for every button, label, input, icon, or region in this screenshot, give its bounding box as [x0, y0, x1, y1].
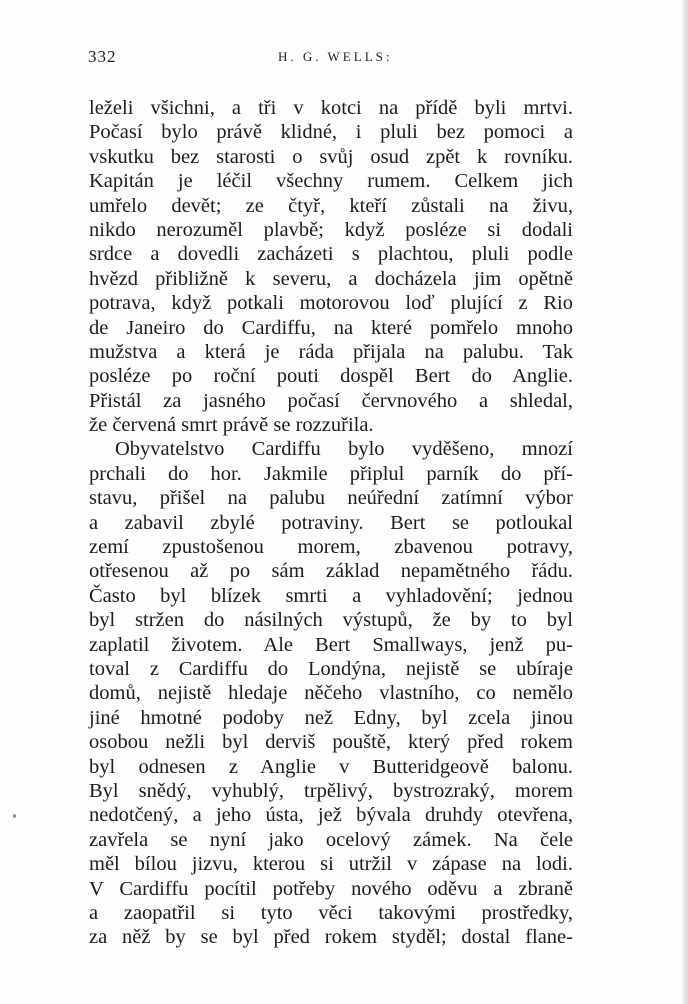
text-line: srdce a dovedli zacházeti s plachtou, pluli podle	[89, 243, 573, 266]
text-line: Počasí bylo právě klidné, i pluli bez pomoci a	[89, 121, 573, 144]
text-line: a zaopatřil si tyto věci takovými prostředky,	[89, 901, 573, 924]
text-line: otřesenou až po sám základ nepamětného řádu.	[89, 560, 573, 583]
text-line: hvězd přibližně k severu, a docházela jim opětně	[89, 267, 573, 290]
text-line: potrava, když potkali motorovou loď plující z Rio	[89, 292, 573, 315]
text-line: umřelo devět; ze čtyř, kteří zůstali na živu,	[89, 194, 573, 217]
text-line: osobou nežli byl derviš pouště, který před rokem	[89, 731, 573, 754]
text-line: vskutku bez starosti o svůj osud zpět k rovníku.	[89, 145, 573, 168]
text-line: jiné hmotné podoby než Edny, byl zcela jinou	[89, 706, 573, 729]
text-line: Byl snědý, vyhublý, trpělivý, bystrozraký, morem	[89, 779, 573, 802]
page-edge-shadow	[682, 0, 688, 1004]
text-line: zavřela se nyní jako ocelový zámek. Na čele	[89, 828, 573, 851]
text-line: nikdo nerozuměl plavbě; když posléze si dodali	[89, 218, 573, 241]
text-line: měl bílou jizvu, kterou si utržil v zápase na lodi.	[89, 853, 573, 876]
text-line: byl odnesen z Anglie v Butteridgeově balonu.	[89, 755, 573, 778]
text-line: Často byl blízek smrti a vyhladovění; jednou	[89, 584, 573, 607]
text-line: prchali do hor. Jakmile připlul parník do pří-	[89, 462, 573, 485]
paragraph-start-line: Obyvatelstvo Cardiffu bylo vyděšeno, mnozí	[115, 438, 573, 461]
text-line: toval z Cardiffu do Londýna, nejistě se ubíraje	[89, 657, 573, 680]
running-head	[88, 47, 574, 69]
text-line: za něž by se byl před rokem styděl; dostal flane-	[89, 926, 573, 949]
text-line: Kapitán je léčil všechny rumem. Celkem jich	[89, 170, 573, 193]
running-title: H. G. WELLS:	[278, 49, 393, 64]
text-line: mužstva a která je ráda přijala na palubu. Tak	[89, 340, 573, 363]
text-line: Přistál za jasného počasí červnového a shledal,	[89, 389, 573, 412]
paragraph-end-line: že červená smrt právě se rozzuřila.	[89, 414, 374, 437]
text-line: byl stržen do násilných výstupů, že by to byl	[89, 609, 573, 632]
text-line: posléze po roční pouti dospěl Bert do Anglie.	[89, 365, 573, 388]
page-number: 332	[88, 47, 117, 66]
text-line: zemí zpustošenou morem, zbavenou potravy,	[89, 536, 573, 559]
text-line: nedotčený, a jeho ústa, jež bývala druhdy otevřena,	[89, 804, 573, 827]
body-text	[89, 96, 573, 950]
margin-speck	[13, 814, 16, 818]
text-line: V Cardiffu pocítil potřeby nového oděvu a zbraně	[89, 877, 573, 900]
text-line: leželi všichni, a tři v kotci na přídě byli mrtvi.	[89, 97, 573, 119]
text-line: domů, nejistě hledaje něčeho vlastního, co nemělo	[89, 682, 573, 705]
text-line: de Janeiro do Cardiffu, na které pomřelo mnoho	[89, 316, 573, 339]
text-line: stavu, přišel na palubu neúřední zatímní výbor	[89, 487, 573, 510]
text-line: zaplatil životem. Ale Bert Smallways, jenž pu-	[89, 633, 573, 656]
text-line: a zabavil zbylé potraviny. Bert se potloukal	[89, 511, 573, 534]
